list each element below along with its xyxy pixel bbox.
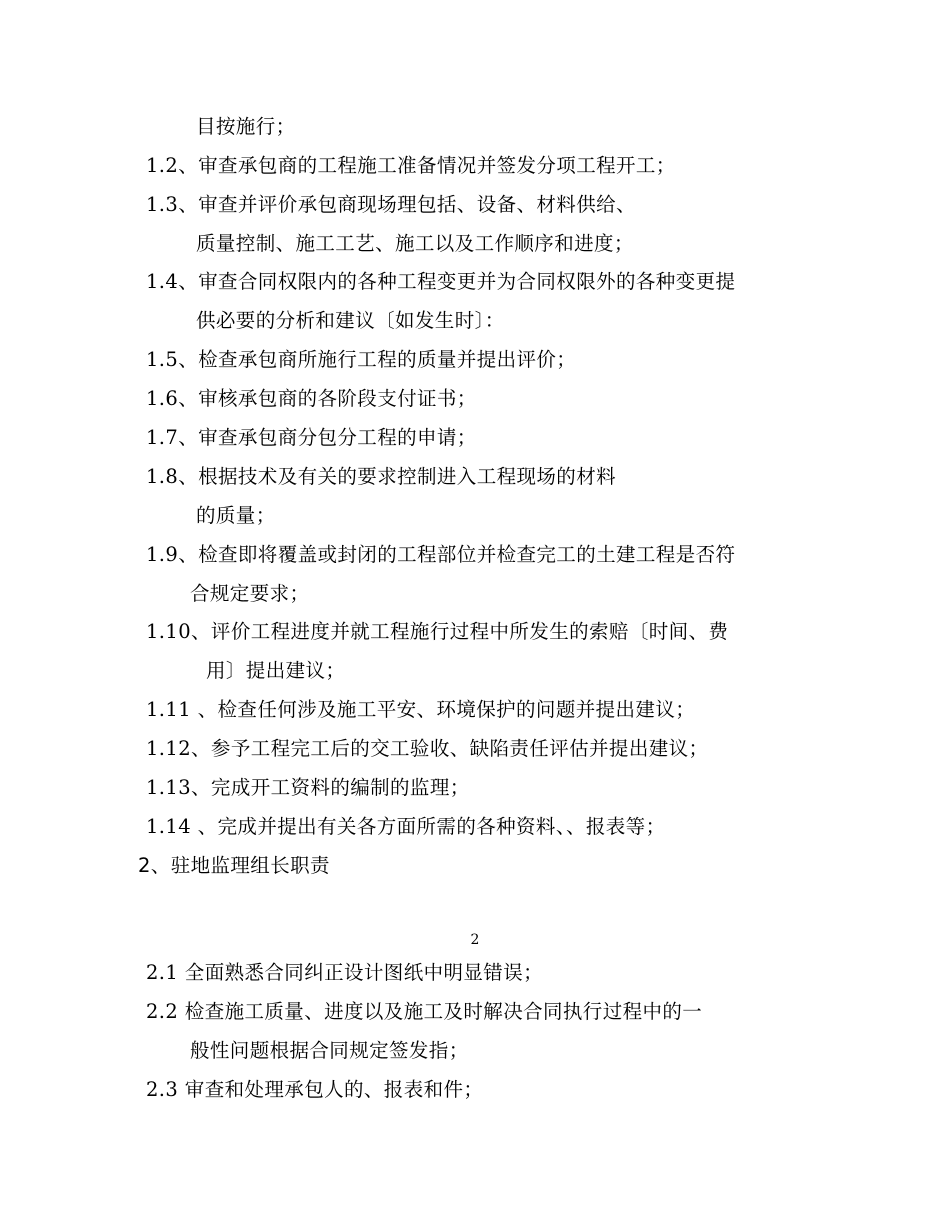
text-line: 1.8、根据技术及有关的要求控制进入工程现场的材料 [146, 465, 617, 488]
text-line: 1.11 、检查任何涉及施工平安、环境保护的问题并提出建议； [146, 698, 696, 721]
text-line: 目按施行； [196, 115, 296, 138]
text-line: 般性问题根据合同规定签发指； [190, 1039, 469, 1062]
text-line: 1.2、审查承包商的工程施工准备情况并签发分项工程开工； [146, 154, 676, 177]
text-line: 2.2 检查施工质量、进度以及施工及时解决合同执行过程中的一 [146, 1000, 703, 1023]
text-line: 1.7、审查承包商分包分工程的申请； [146, 426, 477, 449]
text-line: 1.10、评价工程进度并就工程施行过程中所发生的索赔〔时间、费 [146, 620, 729, 643]
text-line: 1.14 、完成并提出有关各方面所需的各种资料、、报表等； [146, 815, 666, 838]
text-line: 2.3 审查和处理承包人的、报表和件； [146, 1078, 484, 1101]
text-line: 1.12、参予工程完工后的交工验收、缺陷责任评估并提出建议； [146, 737, 709, 760]
text-line: 1.3、审查并评价承包商现场理包括、设备、材料供给、 [146, 193, 636, 216]
text-line: 1.9、检查即将覆盖或封闭的工程部位并检查完工的土建工程是否符 [146, 543, 736, 566]
page-number: 2 [470, 932, 480, 948]
text-line: 质量控制、施工工艺、施工以及工作顺序和进度； [196, 232, 634, 255]
text-line: 1.4、审查合同权限内的各种工程变更并为合同权限外的各种变更提 [146, 270, 736, 293]
text-line: 用〕提出建议； [206, 659, 346, 682]
text-line: 合规定要求； [190, 582, 310, 605]
text-line: 1.13、完成开工资料的编制的监理； [146, 776, 470, 799]
text-line: 的质量； [196, 504, 276, 527]
text-line: 1.6、审核承包商的各阶段支付证书； [146, 387, 477, 410]
text-line: 1.5、检查承包商所施行工程的质量并提出评价； [146, 348, 577, 371]
text-line: 供必要的分析和建议〔如发生时〕： [196, 309, 505, 332]
text-line: 2.1 全面熟悉合同纠正设计图纸中明显错误； [146, 961, 544, 984]
section-heading: 2、驻地监理组长职责 [138, 854, 330, 877]
